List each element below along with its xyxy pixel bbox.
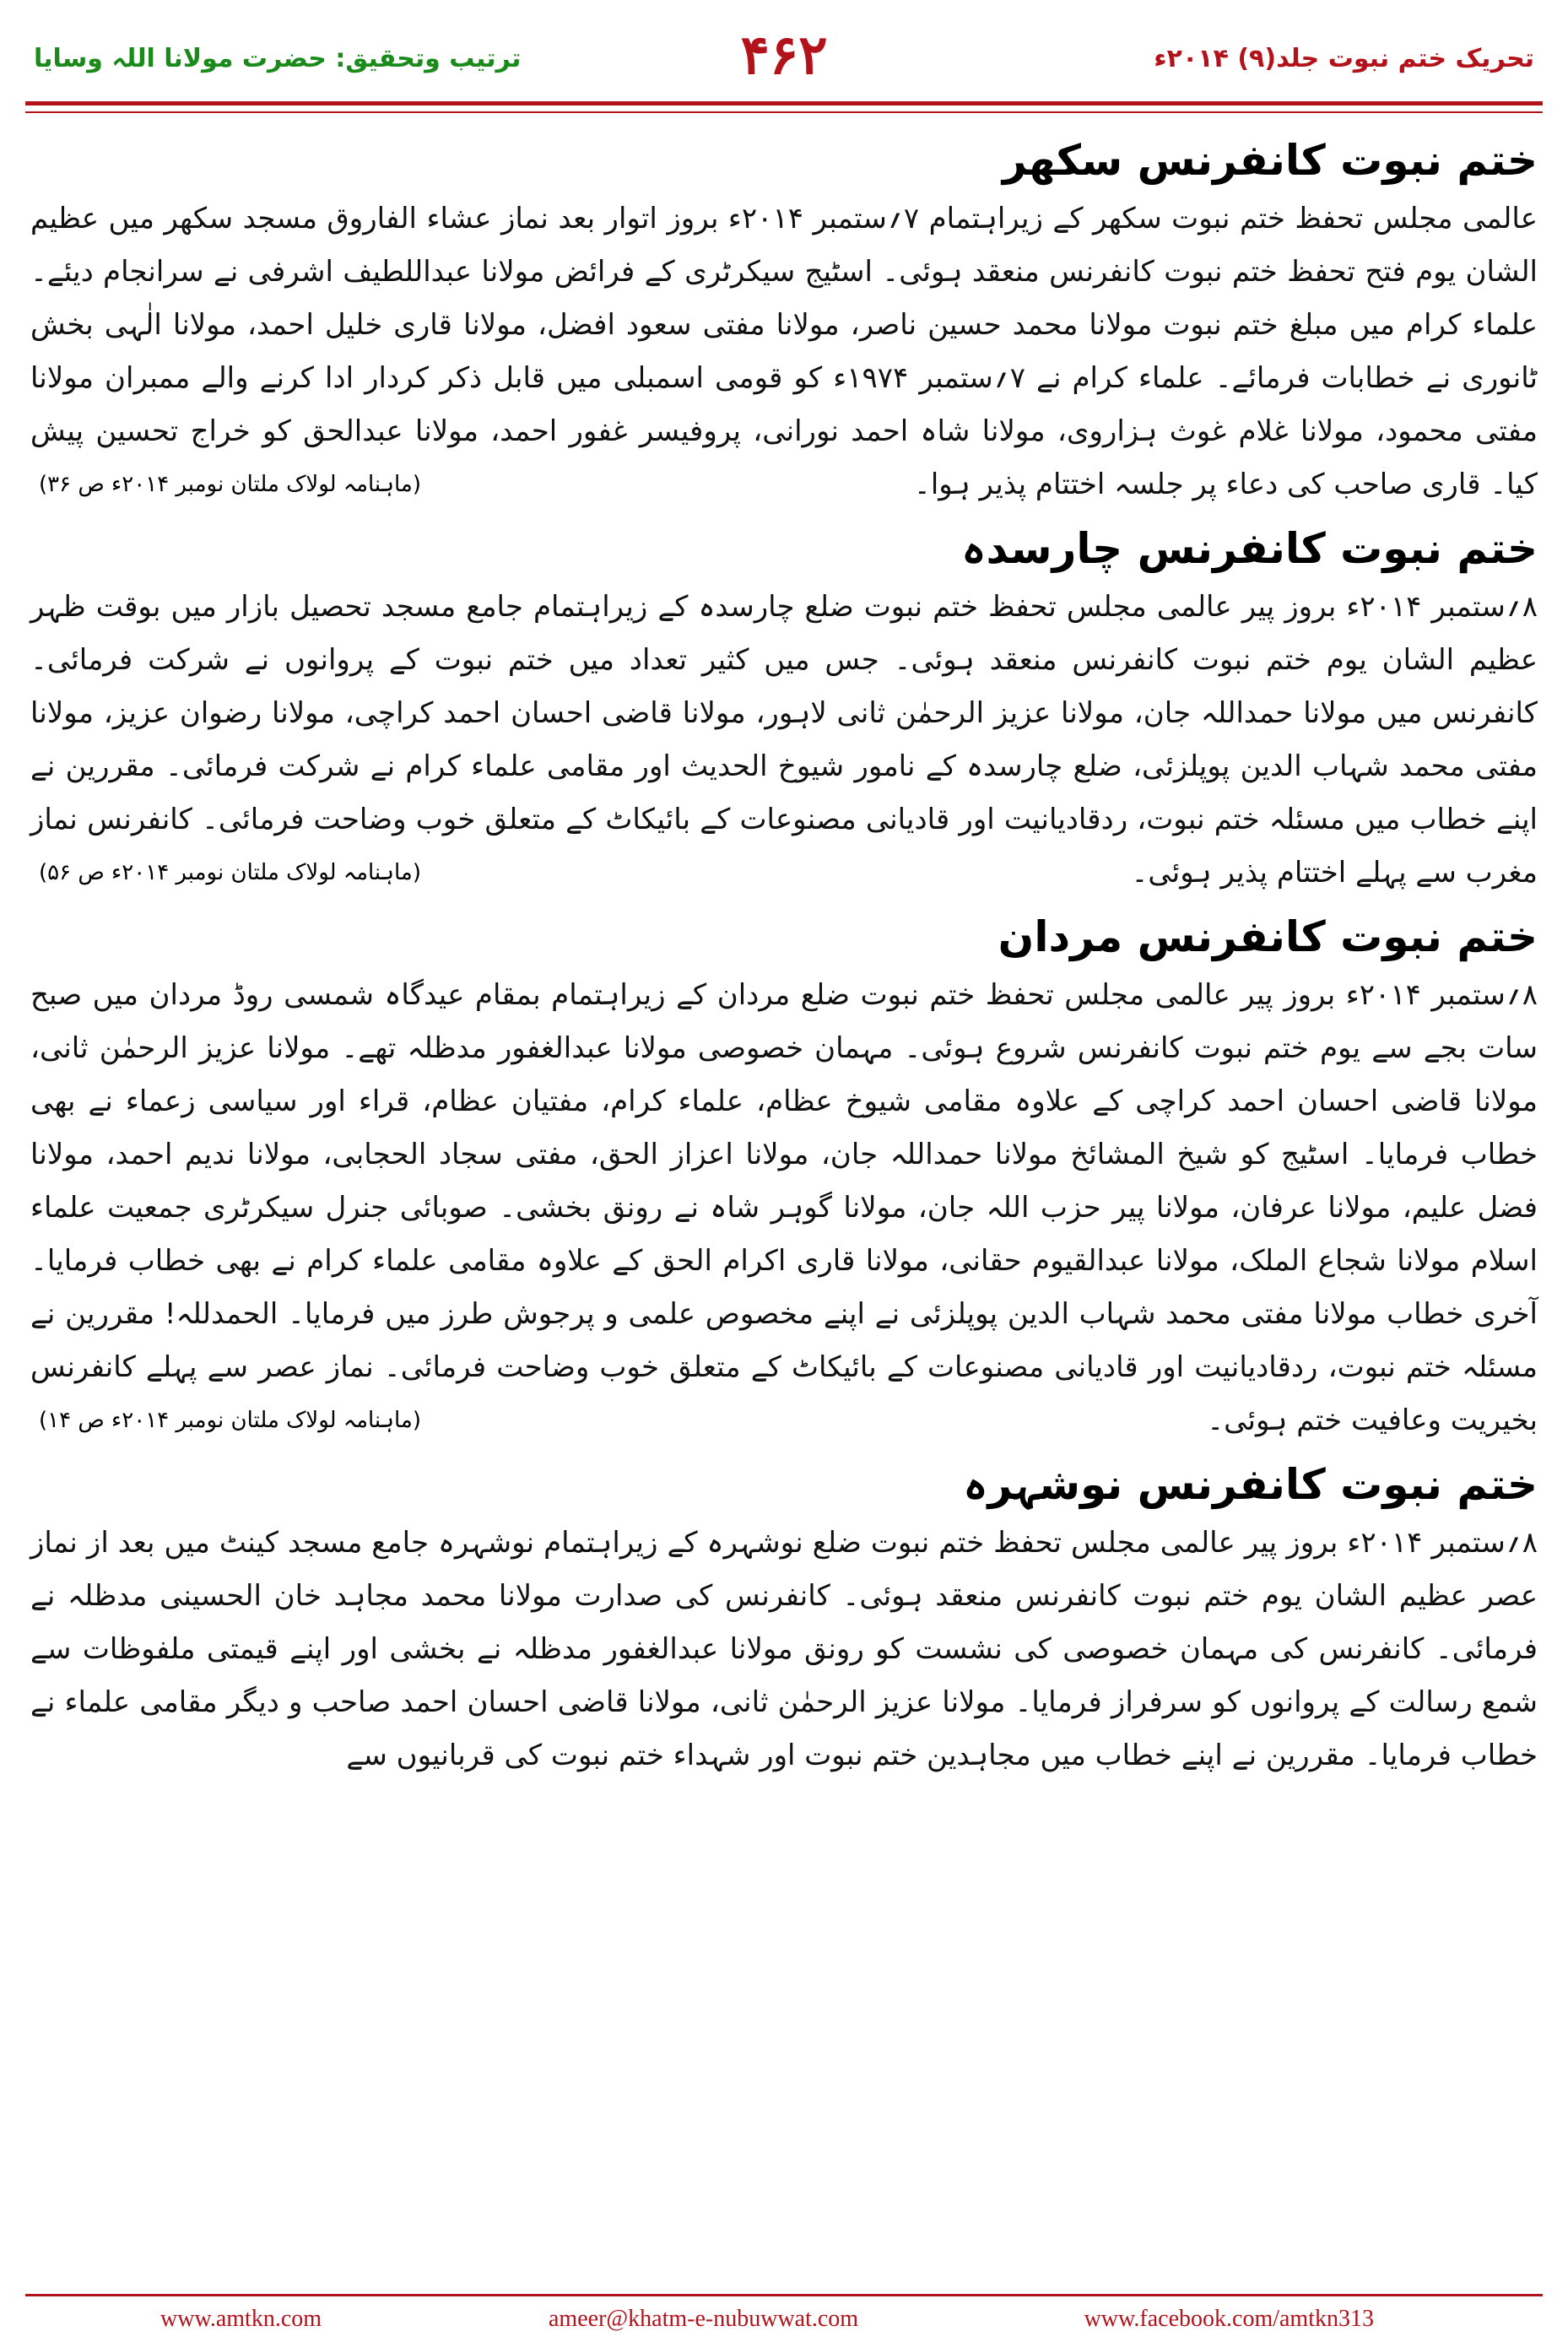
compiler-credit: ترتیب وتحقیق: حضرت مولانا اللہ وسایا: [34, 44, 522, 73]
facebook-link[interactable]: www.facebook.com/amtkn313: [1084, 2306, 1374, 2332]
section-mardan: [30, 911, 1538, 1447]
page-content: [30, 127, 1538, 2287]
section-charsadda: [30, 523, 1538, 900]
page-number: ۴۶۲: [740, 24, 828, 87]
page-header: [0, 0, 1568, 127]
section-title: ختم نبوت کانفرنس سکھر: [1002, 136, 1538, 185]
section-citation: (ماہنامہ لولاک ملتان نومبر ۲۰۱۴ء ص ۵۶): [39, 860, 422, 885]
footer-rule: [25, 2294, 1543, 2296]
section-title: ختم نبوت کانفرنس چارسدہ: [961, 524, 1538, 573]
book-title: تحریک ختم نبوت جلد(۹) ۲۰۱۴ء: [1154, 44, 1534, 73]
page-footer: [0, 2294, 1568, 2342]
header-rule-thin: [25, 111, 1543, 113]
section-body: ۸؍ستمبر ۲۰۱۴ء بروز پیر عالمی مجلس تحفظ ختم نبوت ضلع نوشہرہ کے زیراہتمام نوشہرہ جامع مسجد کینٹ میں بعد از نماز عصر عظیم الشان یوم ختم نبوت کانفرنس منعقد ہوئی۔ کانفرنس کی صدارت مولانا محمد مجاہد خان الحسینی مدظلہ نے فرمائی۔ کانفرنس کی مہمان خصوصی کی نشست کو رونق مولانا عبدالغفور مدظلہ نے بخشی اور اپنے قیمتی ملفوظات سے شمع رسالت کے پروانوں کو سرفراز فرمایا۔ مولانا عزیز الرحمٰن ثانی، مولانا قاضی احسان احمد صاحب و دیگر مقامی علماء نے خطاب فرمایا۔ مقررین نے اپنے خطاب میں مجاہدین ختم نبوت اور شہداء ختم نبوت کی قربانیوں سے: [30, 1526, 1538, 1772]
section-body: ۸؍ستمبر ۲۰۱۴ء بروز پیر عالمی مجلس تحفظ ختم نبوت ضلع چارسدہ کے زیراہتمام جامع مسجد تحصیل بازار میں بوقت ظہر عظیم الشان یوم ختم نبوت کانفرنس منعقد ہوئی۔ جس میں کثیر تعداد میں ختم نبوت کے پروانوں نے شرکت فرمائی۔ کانفرنس میں مولانا حمداللہ جان، مولانا عزیز الرحمٰن ثانی لاہور، مولانا قاضی احسان احمد کراچی، مولانا رضوان عزیز، مولانا مفتی محمد شہاب الدین پوپلزئی، ضلع چارسدہ کے نامور شیوخ الحدیث اور مقامی علماء کرام نے شرکت فرمائی۔ مقررین نے اپنے خطاب میں مسئلہ ختم نبوت، ردقادیانیت اور قادیانی مصنوعات کے بائیکاٹ کے متعلق خوب وضاحت فرمائی۔ کانفرنس نماز مغرب سے پہلے اختتام پذیر ہوئی۔: [30, 590, 1538, 890]
section-citation: (ماہنامہ لولاک ملتان نومبر ۲۰۱۴ء ص ۳۶): [39, 472, 422, 497]
section-body: عالمی مجلس تحفظ ختم نبوت سکھر کے زیراہتمام ۷؍ستمبر ۲۰۱۴ء بروز اتوار بعد نماز عشاء الفاروق مسجد سکھر میں عظیم الشان یوم فتح تحفظ ختم نبوت کانفرنس منعقد ہوئی۔ اسٹیج سیکرٹری کے فرائض مولانا عبداللطیف اشرفی نے سرانجام دیئے۔ علماء کرام میں مبلغ ختم نبوت مولانا محمد حسین ناصر، مولانا مفتی سعود افضل، مولانا قاری خلیل احمد، مولانا الٰہی بخش ٹانوری نے خطابات فرمائے۔ علماء کرام نے ۷؍ستمبر ۱۹۷۴ء کو قومی اسمبلی میں قابل ذکر کردار ادا کرنے والے ممبران مولانا مفتی محمود، مولانا غلام غوث ہزاروی، مولانا شاہ احمد نورانی، پروفیسر غفور احمد، مولانا عبدالحق کو خراج تحسین پیش کیا۔ قاری صاحب کی دعاء پر جلسہ اختتام پذیر ہوا۔: [30, 202, 1538, 501]
header-rule: [25, 101, 1543, 105]
section-title: ختم نبوت کانفرنس مردان: [998, 912, 1538, 961]
section-title: ختم نبوت کانفرنس نوشہرہ: [963, 1460, 1538, 1509]
section-sukkur: [30, 135, 1538, 511]
website-link[interactable]: www.amtkn.com: [160, 2306, 322, 2332]
section-citation: (ماہنامہ لولاک ملتان نومبر ۲۰۱۴ء ص ۱۴): [39, 1408, 422, 1433]
section-nowshera: [30, 1459, 1538, 1782]
section-body: ۸؍ستمبر ۲۰۱۴ء بروز پیر عالمی مجلس تحفظ ختم نبوت ضلع مردان کے زیراہتمام بمقام عیدگاہ شمسی روڈ مردان میں صبح سات بجے سے یوم ختم نبوت کانفرنس شروع ہوئی۔ مہمان خصوصی مولانا عبدالغفور مدظلہ تھے۔ مولانا عزیز الرحمٰن ثانی، مولانا قاضی احسان احمد کراچی کے علاوہ مقامی شیوخ عظام، علماء کرام، مفتیان عظام، قراء اور سیاسی زعماء نے بھی خطاب فرمایا۔ اسٹیج کو شیخ المشائخ مولانا حمداللہ جان، مولانا اعزاز الحق، مفتی سجاد الحجابی، مولانا ندیم احمد، مولانا فضل علیم، مولانا عرفان، مولانا پیر حزب اللہ جان، مولانا گوہر شاہ نے رونق بخشی۔ صوبائی جنرل سیکرٹری جمعیت علماء اسلام مولانا شجاع الملک، مولانا عبدالقیوم حقانی، مولانا قاری اکرام الحق کے علاوہ مقامی علماء کرام نے بھی خطاب فرمایا۔ آخری خطاب مولانا مفتی محمد شہاب الدین پوپلزئی نے اپنے مخصوص علمی و پرجوش طرز میں فرمایا۔ الحمدللہ! مقررین نے مسئلہ ختم نبوت، ردقادیانیت اور قادیانی مصنوعات کے بائیکاٹ کے متعلق خوب وضاحت فرمائی۔ نماز عصر سے پہلے کانفرنس بخیریت وعافیت ختم ہوئی۔: [30, 978, 1538, 1437]
email-link[interactable]: ameer@khatm-e-nubuwwat.com: [549, 2306, 859, 2332]
